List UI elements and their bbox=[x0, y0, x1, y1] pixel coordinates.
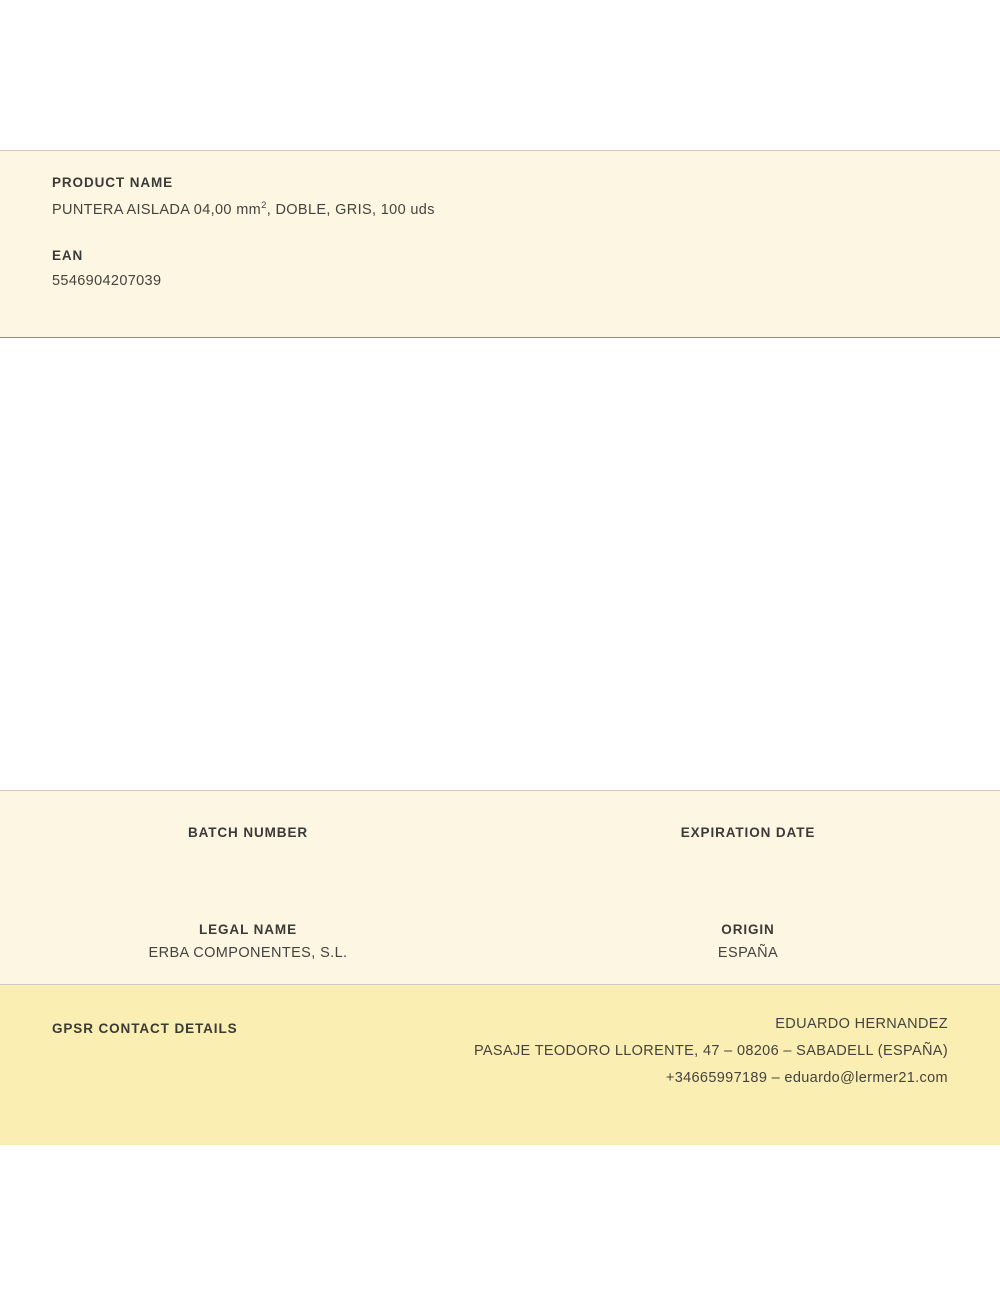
legal-info-row bbox=[0, 922, 1000, 963]
gpsr-contact-label: GPSR CONTACT DETAILS bbox=[52, 1021, 238, 1036]
ean-value: 5546904207039 bbox=[52, 272, 162, 289]
batch-info-section bbox=[0, 790, 1000, 985]
legal-name-column bbox=[0, 922, 498, 963]
legal-name-label: LEGAL NAME bbox=[198, 922, 297, 937]
batch-number-value bbox=[0, 848, 498, 866]
product-name-value-post: , DOBLE, GRIS, 100 uds bbox=[266, 201, 435, 218]
batch-number-label: BATCH NUMBER bbox=[187, 825, 309, 840]
origin-column bbox=[498, 922, 998, 963]
gpsr-contact-section bbox=[0, 985, 1000, 1145]
product-info-section bbox=[0, 150, 1000, 338]
product-name-superscript: 2 bbox=[261, 200, 267, 211]
gpsr-contact-address: PASAJE TEODORO LLORENTE, 47 – 08206 – SABADELL (ESPAÑA) bbox=[473, 1043, 948, 1059]
gpsr-contact-layout bbox=[52, 1011, 948, 1092]
product-name-label: PRODUCT NAME bbox=[52, 175, 174, 190]
product-name-value bbox=[52, 200, 948, 218]
blank-content-area bbox=[0, 338, 1000, 790]
origin-value: ESPAÑA bbox=[717, 945, 779, 961]
page-footer-blank bbox=[0, 1145, 1000, 1300]
spacer bbox=[52, 218, 948, 248]
gpsr-contact-phone-email: +34665997189 – eduardo@lermer21.com bbox=[665, 1070, 948, 1086]
expiration-date-label: EXPIRATION DATE bbox=[680, 825, 816, 840]
batch-header-row bbox=[0, 825, 1000, 866]
gpsr-contact-name: EDUARDO HERNANDEZ bbox=[775, 1016, 948, 1032]
expiration-date-column bbox=[498, 825, 998, 866]
gpsr-contact-lines bbox=[474, 1011, 948, 1092]
product-info-inner bbox=[0, 151, 1000, 289]
batch-number-column bbox=[0, 825, 498, 866]
product-name-value-pre: PUNTERA AISLADA 04,00 mm bbox=[52, 201, 262, 218]
ean-label: EAN bbox=[52, 247, 84, 263]
expiration-date-value bbox=[498, 848, 998, 866]
legal-name-value: ERBA COMPONENTES, S.L. bbox=[148, 945, 348, 961]
origin-label: ORIGIN bbox=[721, 922, 775, 937]
